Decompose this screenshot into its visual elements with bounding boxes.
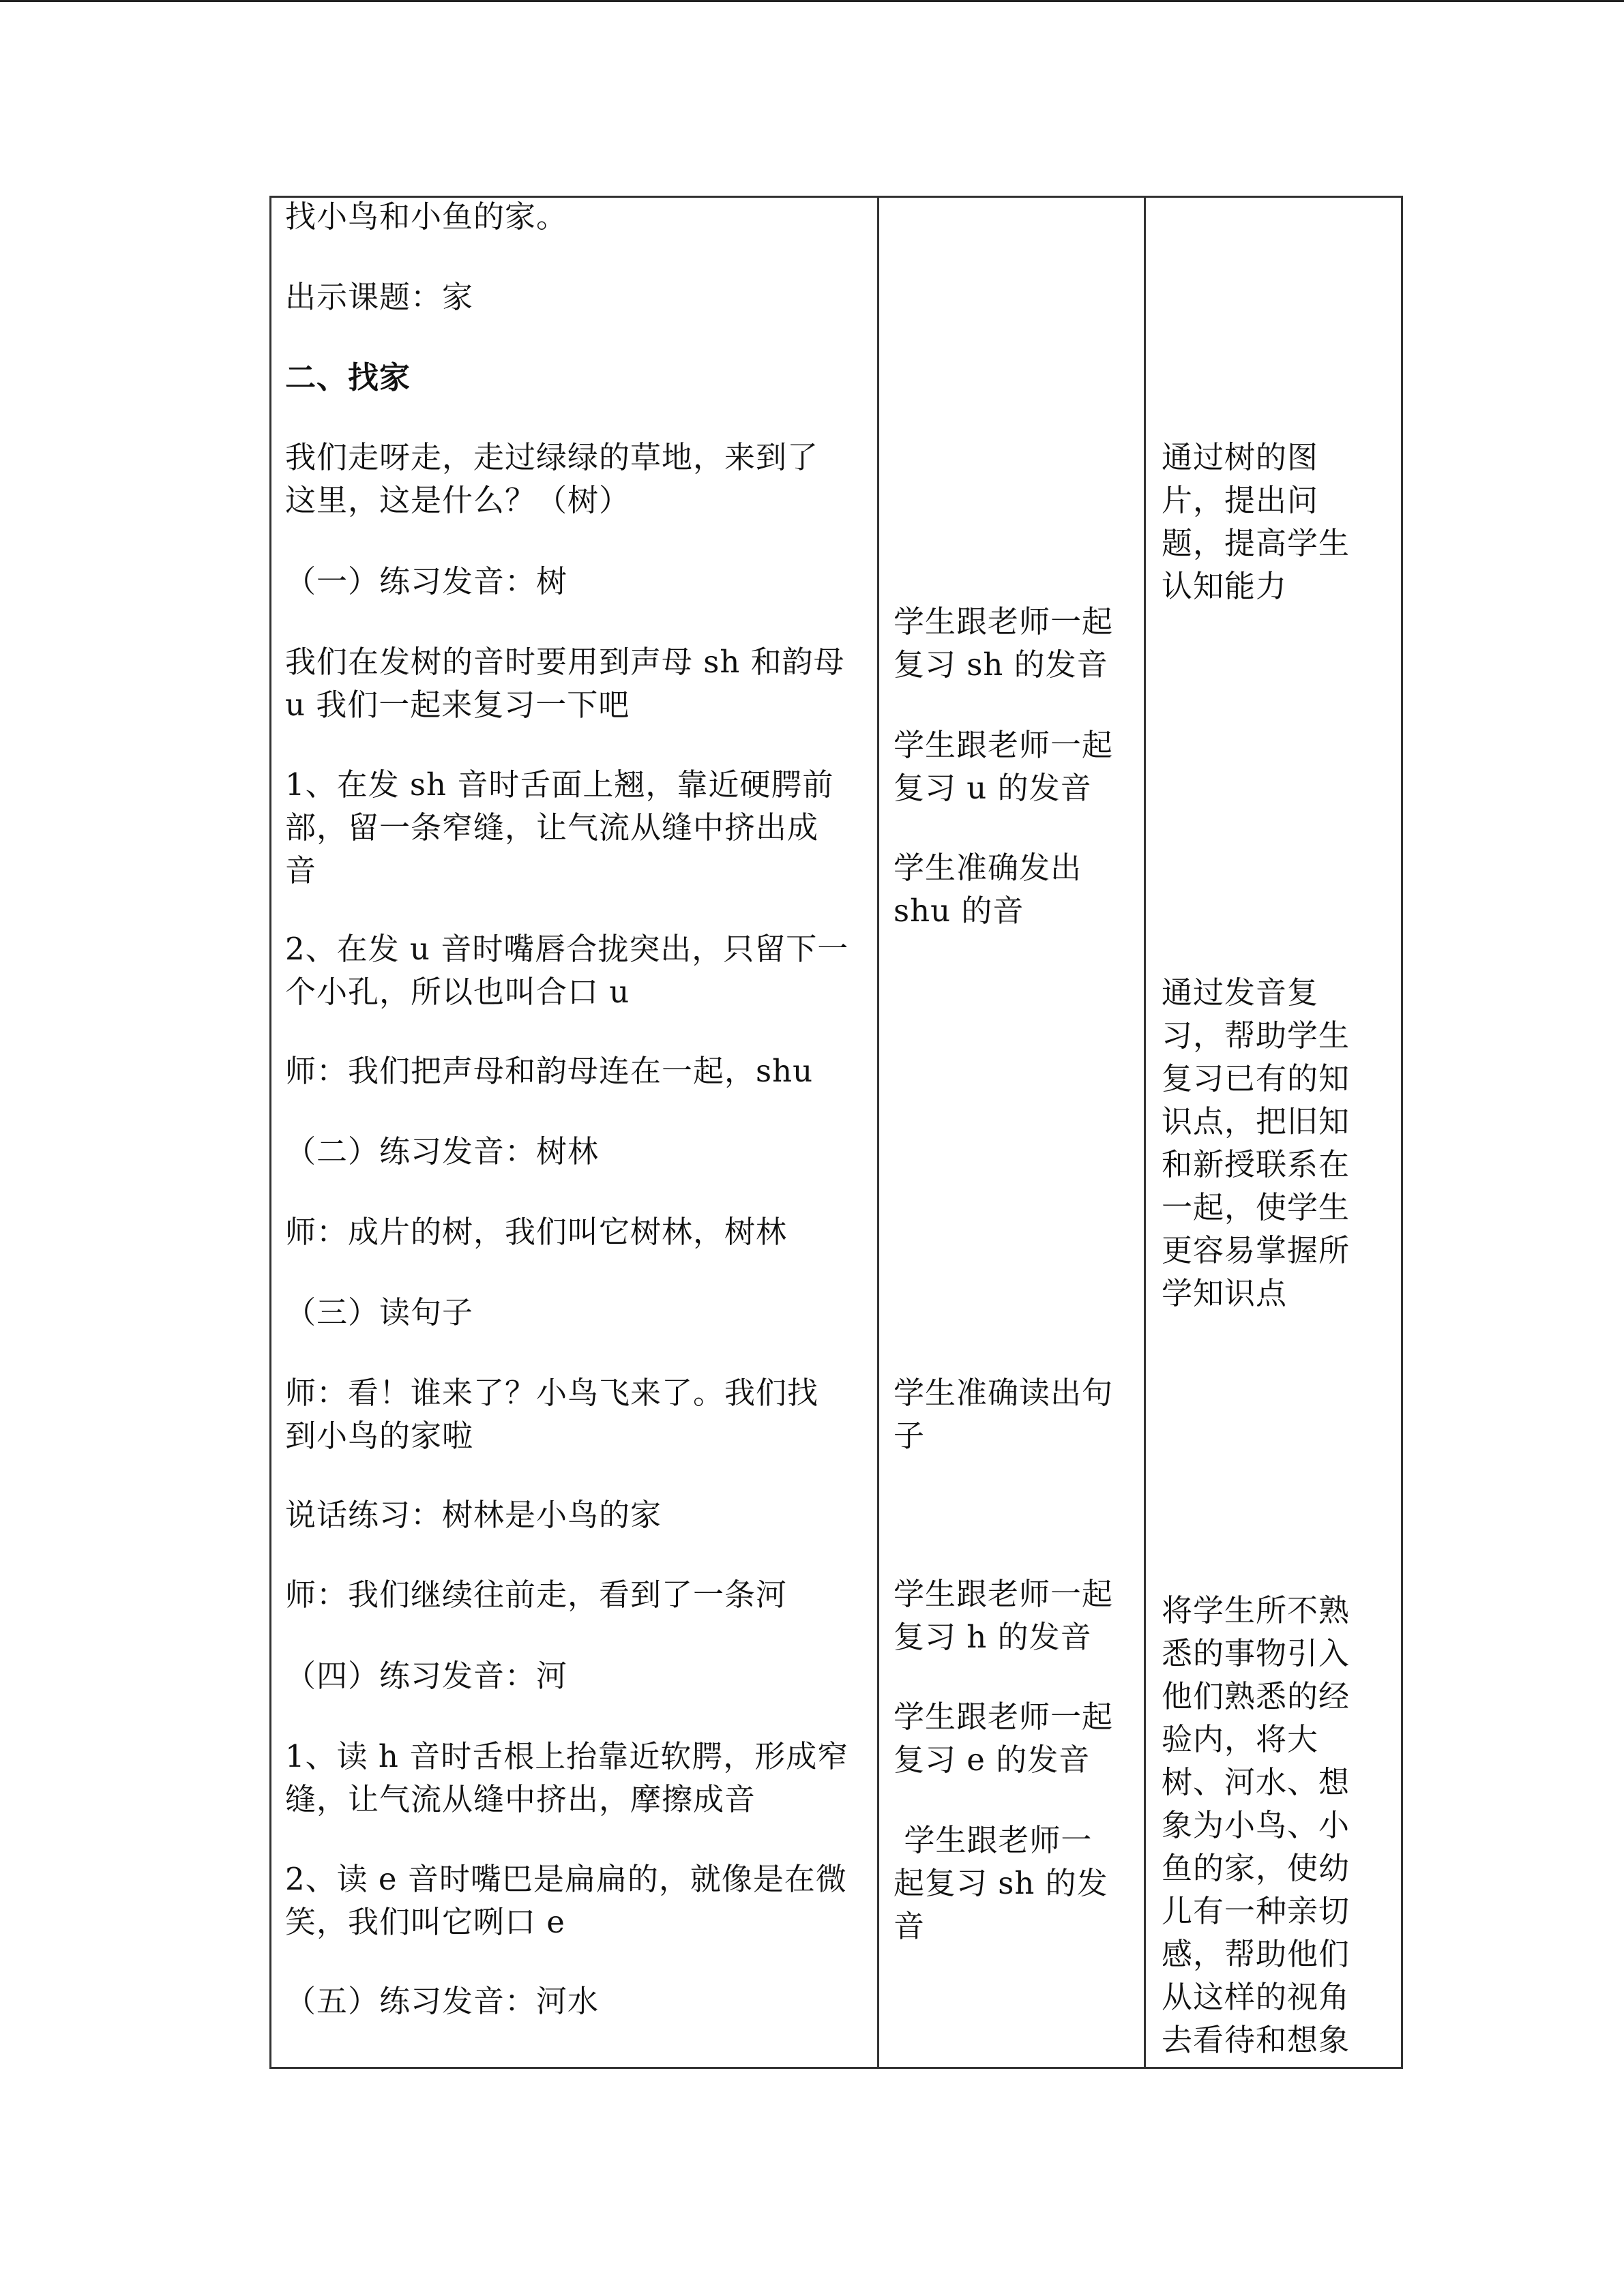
subsection-heading: （五）练习发音：河水 — [285, 1983, 600, 2019]
section-heading: 二、找家 — [285, 359, 411, 396]
process-paragraph: 师：看！谁来了？小鸟飞来了。我们找 到小鸟的家啦 — [285, 1375, 819, 1454]
intent-paragraph: 通过发音复 习，帮助学生 复习已有的知 识点，把旧知 和新授联系在 一起，使学生 更容易掌握所 学知识点 — [1162, 974, 1350, 1311]
process-paragraph: 师：成片的树，我们叫它树林，树林 — [285, 1214, 788, 1250]
subsection-heading: （二）练习发音：树林 — [285, 1133, 600, 1169]
process-paragraph: 找小鸟和小鱼的家。 — [285, 198, 568, 235]
subsection-heading: （一）练习发音：树 — [285, 563, 568, 599]
activity-paragraph: 学生跟老师一起 复习 u 的发音 — [894, 727, 1114, 806]
process-paragraph: 2、在发 u 音时嘴唇合拢突出，只留下一 个小孔，所以也叫合口 u — [285, 931, 849, 1010]
intent-paragraph: 通过树的图 片，提出问 题，提高学生 认知能力 — [1162, 439, 1350, 604]
activity-paragraph: 学生跟老师一起 复习 h 的发音 — [894, 1576, 1114, 1655]
activity-paragraph: 学生跟老师一起 复习 e 的发音 — [894, 1699, 1114, 1778]
subsection-heading: （四）练习发音：河 — [285, 1658, 568, 1694]
intent-paragraph: 将学生所不熟 悉的事物引入 他们熟悉的经 验内，将大 树、河水、想 象为小鸟、小 鱼的家，使幼 儿有一种亲切 感，帮助他们 从这样的视角 去看待和想象 — [1162, 1592, 1350, 2058]
activity-paragraph: 学生准确读出句 子 — [894, 1375, 1114, 1454]
activity-paragraph: 学生跟老师一 起复习 sh 的发 音 — [894, 1822, 1108, 1944]
column-divider-1 — [877, 196, 879, 2069]
process-paragraph: 2、读 e 音时嘴巴是扁扁的，就像是在微 笑，我们叫它咧口 e — [285, 1861, 847, 1940]
process-paragraph: 师：我们继续往前走，看到了一条河 — [285, 1577, 788, 1613]
column-divider-2 — [1144, 196, 1146, 2069]
process-paragraph: 1、在发 sh 音时舌面上翘，靠近硬腭前 部，留一条窄缝，让气流从缝中挤出成 音 — [285, 766, 834, 889]
process-paragraph: 我们在发树的音时要用到声母 sh 和韵母 u 我们一起来复习一下吧 — [285, 644, 845, 723]
process-paragraph: 师：我们把声母和韵母连在一起，shu — [285, 1053, 814, 1089]
process-paragraph: 我们走呀走，走过绿绿的草地，来到了 这里，这是什么？（树） — [285, 439, 819, 518]
process-paragraph: 1、读 h 音时舌根上抬靠近软腭，形成窄 缝，让气流从缝中挤出，摩擦成音 — [285, 1738, 849, 1817]
process-paragraph: 说话练习：树林是小鸟的家 — [285, 1497, 662, 1533]
subsection-heading: （三）读句子 — [285, 1294, 474, 1330]
page-top-border — [0, 0, 1624, 2]
activity-paragraph: 学生跟老师一起 复习 sh 的发音 — [894, 603, 1114, 683]
lesson-title: 出示课题：家 — [285, 279, 474, 315]
activity-paragraph: 学生准确发出 shu 的音 — [894, 850, 1082, 929]
